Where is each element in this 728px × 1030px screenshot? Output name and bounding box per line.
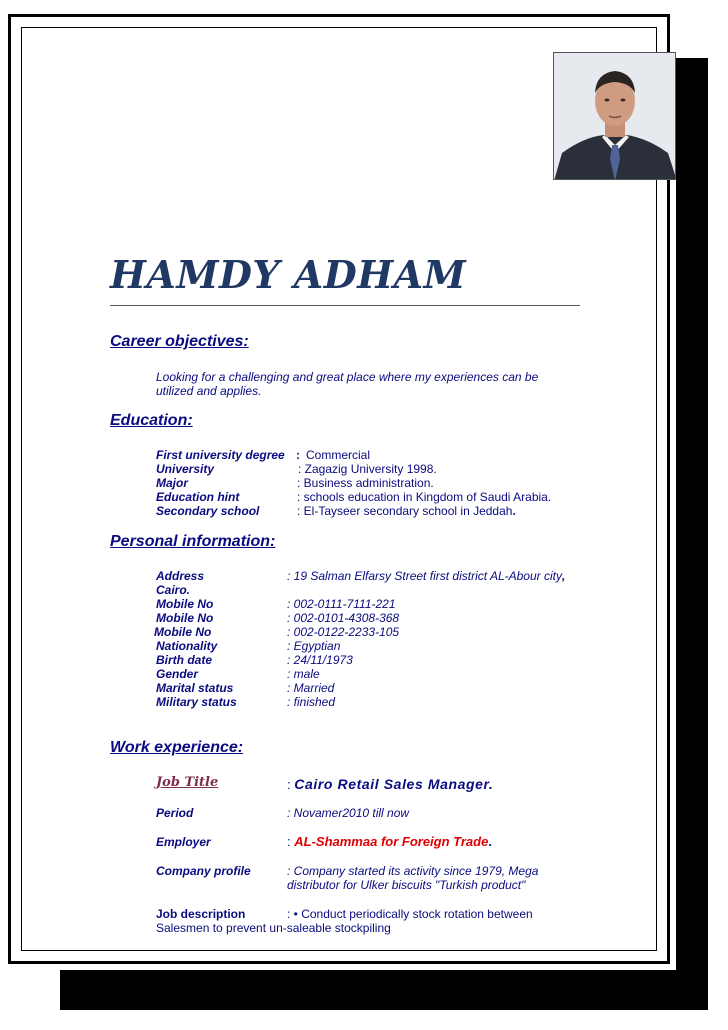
work-value-company-profile-line-2: distributor for Ulker biscuits "Turkish product" — [287, 878, 526, 892]
personal-value-address-text: : 19 Salman Elfarsy Street first district AL-Abour city — [287, 569, 562, 583]
personal-label-birth-date: Birth date — [156, 653, 213, 667]
heading-work-experience: Work experience: — [110, 739, 244, 756]
personal-label-mobile-3: Mobile No — [154, 625, 212, 639]
edu-label-university: University — [156, 462, 215, 476]
personal-value-marital-status: : Married — [287, 681, 335, 695]
work-label-job-description: Job description — [156, 907, 246, 921]
edu-label-secondary-school: Secondary school — [156, 504, 260, 518]
personal-value-mobile-1: : 002-0111-7111-221 — [287, 597, 396, 611]
personal-label-mobile-2: Mobile No — [156, 611, 214, 625]
personal-label-address: Address — [156, 569, 205, 583]
edu-value-secondary-school-end: . — [512, 504, 516, 518]
work-label-employer: Employer — [156, 835, 211, 849]
work-value-period: : Novamer2010 till now — [287, 806, 410, 820]
work-value-employer-end: . — [488, 834, 492, 849]
personal-label-gender: Gender — [156, 667, 199, 681]
personal-value-nationality: : Egyptian — [287, 639, 341, 653]
edu-value-secondary-school-text: : El-Tayseer secondary school in Jeddah — [297, 504, 513, 518]
personal-label-military-status: Military status — [156, 695, 237, 709]
page-shadow-bottom — [60, 970, 708, 1010]
work-label-job-title: Job Title — [156, 775, 219, 790]
personal-value-mobile-3: : 002-0122-2233-105 — [287, 625, 400, 639]
candidate-name: HAMDY ADHAM — [110, 252, 467, 297]
personal-label-mobile-1: Mobile No — [156, 597, 214, 611]
work-label-company-profile: Company profile — [156, 864, 251, 878]
work-label-period: Period — [156, 806, 194, 820]
personal-value-mobile-2: : 002-0101-4308-368 — [287, 611, 400, 625]
work-value-job-description: : • Conduct periodically stock rotation between — [287, 907, 533, 921]
personal-value-address — [287, 569, 565, 583]
work-job-title-line — [287, 776, 493, 793]
name-underline — [110, 305, 580, 306]
personal-address-continued: Cairo. — [156, 583, 191, 597]
profile-photo — [553, 52, 676, 180]
heading-career-objectives: Career objectives: — [110, 333, 249, 350]
personal-value-address-comma: , — [561, 569, 566, 583]
edu-sep-first-degree: : — [296, 448, 300, 462]
personal-label-marital-status: Marital status — [156, 681, 234, 695]
work-value-job-description-continued: Salesmen to prevent un-saleable stockpiling — [156, 921, 391, 935]
edu-value-education-hint: : schools education in Kingdom of Saudi Arabia. — [297, 490, 552, 504]
personal-value-gender: : male — [287, 667, 320, 681]
edu-value-university: : Zagazig University 1998. — [298, 462, 437, 476]
heading-personal-information: Personal information: — [110, 533, 276, 550]
work-employer-line — [287, 834, 492, 849]
personal-value-military-status: : finished — [287, 695, 336, 709]
edu-value-major: : Business administration. — [297, 476, 434, 490]
personal-label-nationality: Nationality — [156, 639, 218, 653]
work-value-employer: AL-Shammaa for Foreign Trade — [294, 834, 489, 849]
edu-label-education-hint: Education hint — [156, 490, 240, 504]
edu-label-first-degree: First university degree — [156, 448, 285, 462]
career-text-line-2: utilized and applies. — [156, 384, 262, 398]
work-job-title-sep: : — [287, 777, 291, 792]
work-employer-sep: : — [287, 834, 291, 849]
personal-value-birth-date: : 24/11/1973 — [287, 653, 353, 667]
work-value-job-title: Cairo Retail Sales Manager. — [294, 776, 494, 792]
edu-value-first-degree: Commercial — [306, 448, 371, 462]
edu-label-major: Major — [156, 476, 189, 490]
career-text-line-1: Looking for a challenging and great place where my experiences can be — [156, 370, 539, 384]
work-value-company-profile-line-1: : Company started its activity since 1979, Mega — [287, 864, 539, 878]
page-shadow-right — [676, 58, 708, 1010]
heading-education: Education: — [110, 412, 193, 429]
edu-value-secondary-school — [297, 504, 516, 518]
